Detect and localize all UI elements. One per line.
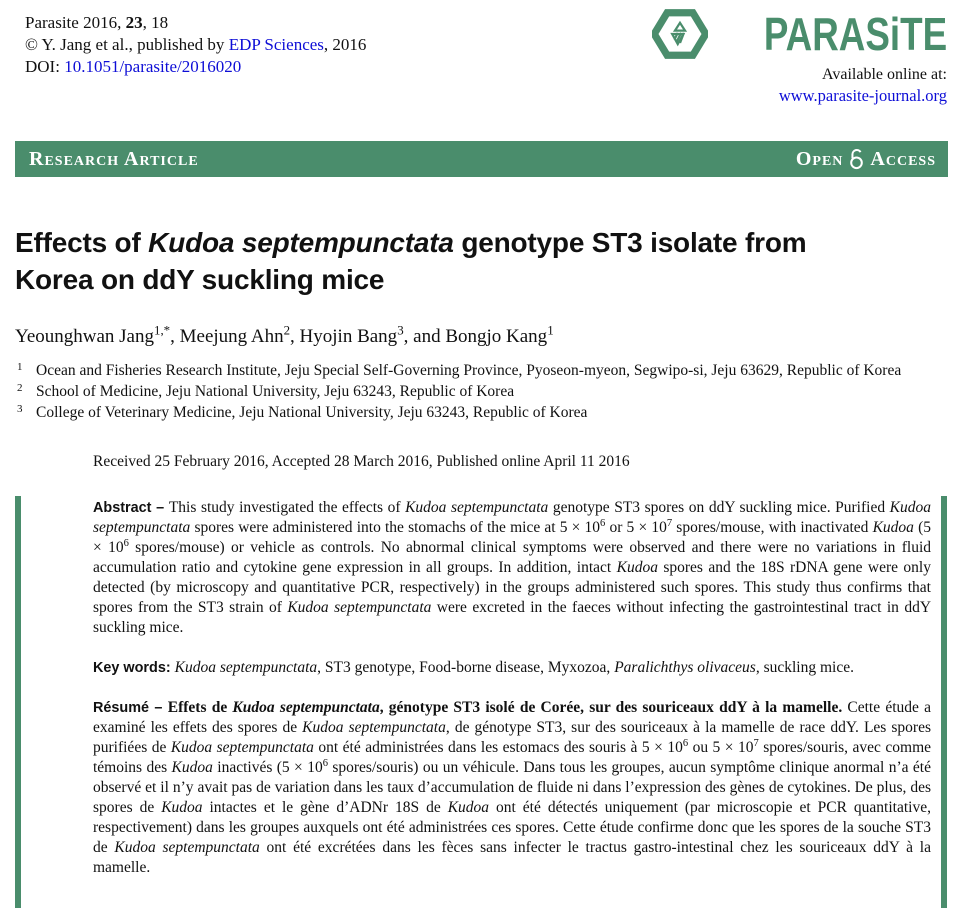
text-segment: Key words: — [93, 660, 175, 676]
affiliation-text: School of Medicine, Jeju National University, Jeju 63243, Republic of Korea — [36, 383, 515, 400]
affiliation-item — [15, 402, 930, 423]
text-segment: Cette étude a examiné les effets des spores de — [93, 699, 931, 736]
keywords-paragraph — [93, 658, 931, 678]
text-segment: , 2016 — [323, 35, 367, 54]
affiliation-number: 1 — [17, 361, 23, 373]
abstract-paragraph — [93, 498, 931, 638]
inline-link[interactable]: 10.1051/parasite/2016020 — [64, 57, 242, 76]
access-word: Access — [870, 147, 936, 170]
article-title — [15, 224, 855, 298]
affiliation-text: College of Veterinary Medicine, Jeju National University, Jeju 63243, Republic of Korea — [36, 404, 588, 421]
text-segment: Paralichthys olivaceus — [614, 659, 756, 676]
text-segment: 6 — [123, 537, 129, 549]
text-segment: ont été excrétées dans les fèces sans infecter le tractus gastro-intestinal chez les souriceaux ddY à la mamelle. — [93, 839, 931, 876]
open-access-badge — [796, 148, 936, 171]
text-segment: Effects of — [15, 227, 149, 258]
text-segment: intactes et le gène d’ADNr 18S de — [202, 799, 448, 816]
affiliation-text: Ocean and Fisheries Research Institute, Jeju Special Self-Governing Province, Pyoseon-myeon, Segwipo-si, Jeju 63629, Republic of Korea — [36, 362, 902, 379]
text-segment: or 5 × 10 — [605, 519, 667, 536]
text-segment: Résumé – — [93, 700, 168, 716]
copyright-line — [25, 34, 366, 56]
abstract-enclosure — [15, 496, 947, 908]
text-segment: ont été détectés uniquement (par microscopie et PCR quantitative, respectivement) dans les groupes auxquels ont été administrées ces spores. Cette étude confirme donc que les spores de la souche ST3 de — [93, 799, 931, 856]
text-segment: Kudoa septempunctata — [148, 227, 454, 258]
available-online-label: Available online at: — [822, 66, 947, 83]
text-segment: Kudoa septempunctata — [170, 739, 314, 756]
text-segment: genotype ST3 spores on ddY suckling mice. Purified — [548, 499, 890, 516]
text-segment: , Hyojin Bang — [290, 326, 398, 347]
text-segment: This study investigated the effects of — [168, 499, 406, 516]
text-segment: spores and the 18S rDNA gene were only detected (by microscopy and quantitative PCR, respectively) in the groups administered such spores. This study thus confirms that spores from the ST3 strain of — [93, 559, 931, 616]
text-segment: genotype ST3 isolate from Korea on ddY suckling mice — [15, 227, 807, 295]
text-segment: Kudoa — [616, 559, 658, 576]
text-segment: ont été administrées dans les estomacs des souris à 5 × 10 — [313, 739, 683, 756]
text-segment: (5 × 10 — [93, 519, 931, 556]
text-segment: Kudoa septempunctata — [114, 839, 260, 856]
header-citation-block — [25, 12, 366, 78]
received-accepted-dates: Received 25 February 2016, Accepted 28 March 2016, Published online April 11 2016 — [93, 453, 630, 470]
text-segment: Kudoa — [171, 759, 213, 776]
resume-paragraph — [93, 698, 931, 878]
affiliation-number: 2 — [17, 382, 23, 394]
text-segment: Abstract – — [93, 500, 169, 516]
text-segment: 2 — [283, 322, 291, 338]
journal-brand-wordmark: PARASiTE — [763, 8, 947, 60]
text-segment: Kudoa — [161, 799, 203, 816]
text-segment: ou 5 × 10 — [688, 739, 754, 756]
affiliation-item — [15, 381, 930, 402]
text-segment: 1,* — [153, 322, 171, 338]
text-segment: Kudoa — [872, 519, 914, 536]
text-segment: 7 — [753, 737, 759, 749]
text-segment: , suckling mice. — [755, 659, 854, 676]
text-segment: , génotype ST3 isolé de Corée, sur des souriceaux ddY à la mamelle. — [379, 699, 848, 716]
text-segment: 3 — [397, 322, 404, 338]
text-segment: © Y. Jang et al., published by — [25, 35, 229, 54]
text-segment: 6 — [682, 737, 689, 749]
text-segment: 6 — [600, 517, 606, 529]
open-word: Open — [795, 147, 844, 170]
text-segment: , Meejung Ahn — [170, 326, 284, 347]
text-segment: spores/mouse, with inactivated — [672, 519, 873, 536]
text-segment: DOI: — [25, 57, 65, 76]
research-article-label: Research Article — [29, 147, 199, 170]
text-segment: , and Bongjo Kang — [403, 326, 548, 347]
authors-line — [15, 322, 915, 348]
text-segment: 1 — [547, 322, 554, 338]
journal-logo — [652, 8, 947, 60]
text-segment: inactivés (5 × 10 — [212, 759, 323, 776]
text-segment: Kudoa — [447, 799, 490, 816]
text-segment: spores/souris) ou un véhicule. Dans tous les groupes, aucun symptôme clinique anormal n’a été observé et il n’y avait pas de variation dans les taux d’accumulation de fluide ni dans l’expression des gènes de cytokines. De plus, des spores de — [93, 759, 931, 816]
text-segment: 23 — [125, 13, 143, 32]
text-segment: Kudoa septempunctata — [93, 499, 931, 536]
text-segment: spores/souris, avec comme témoins des — [93, 739, 931, 776]
affiliation-item — [15, 360, 930, 381]
text-segment: Parasite 2016, — [25, 13, 126, 32]
text-segment: Kudoa septempunctata — [174, 659, 318, 676]
text-segment: Kudoa septempunctata — [232, 699, 380, 716]
text-segment: 7 — [666, 517, 673, 529]
affiliation-number: 3 — [17, 403, 23, 415]
available-online-block — [779, 64, 947, 106]
text-segment: Kudoa septempunctata — [287, 599, 432, 616]
journal-url-link[interactable]: www.parasite-journal.org — [778, 86, 947, 105]
text-segment: were excreted in the faeces without infecting the gastrointestinal tract in ddY suckling mice. — [93, 599, 932, 636]
text-segment: spores were administered into the stomachs of the mice at 5 × 10 — [190, 519, 601, 536]
text-segment: Kudoa septempunctata — [405, 499, 549, 516]
text-segment: 6 — [322, 757, 328, 769]
open-lock-icon — [849, 148, 864, 170]
text-segment: Yeounghwan Jang — [15, 326, 154, 347]
text-segment: , 18 — [142, 13, 169, 32]
text-segment: Effets de — [167, 699, 233, 716]
article-type-banner — [15, 141, 948, 177]
text-segment: Kudoa septempunctata — [302, 719, 446, 736]
text-segment: , de génotype ST3, sur des souriceaux à la mamelle de race ddY. Les spores purifiées de — [93, 719, 932, 756]
text-segment: , ST3 genotype, Food-borne disease, Myxozoa, — [317, 659, 615, 676]
text-segment: spores/mouse) or vehicle as controls. No abnormal clinical symptoms were observed and there were no variations in fluid accumulation ratio and cytokine gene expression in all groups. In addition, intact — [93, 539, 931, 576]
doi-line — [25, 56, 366, 78]
affiliations-list — [15, 360, 930, 423]
inline-link[interactable]: EDP Sciences — [228, 35, 324, 54]
citation-line — [25, 12, 366, 34]
parasite-hexagon-icon — [652, 8, 708, 60]
